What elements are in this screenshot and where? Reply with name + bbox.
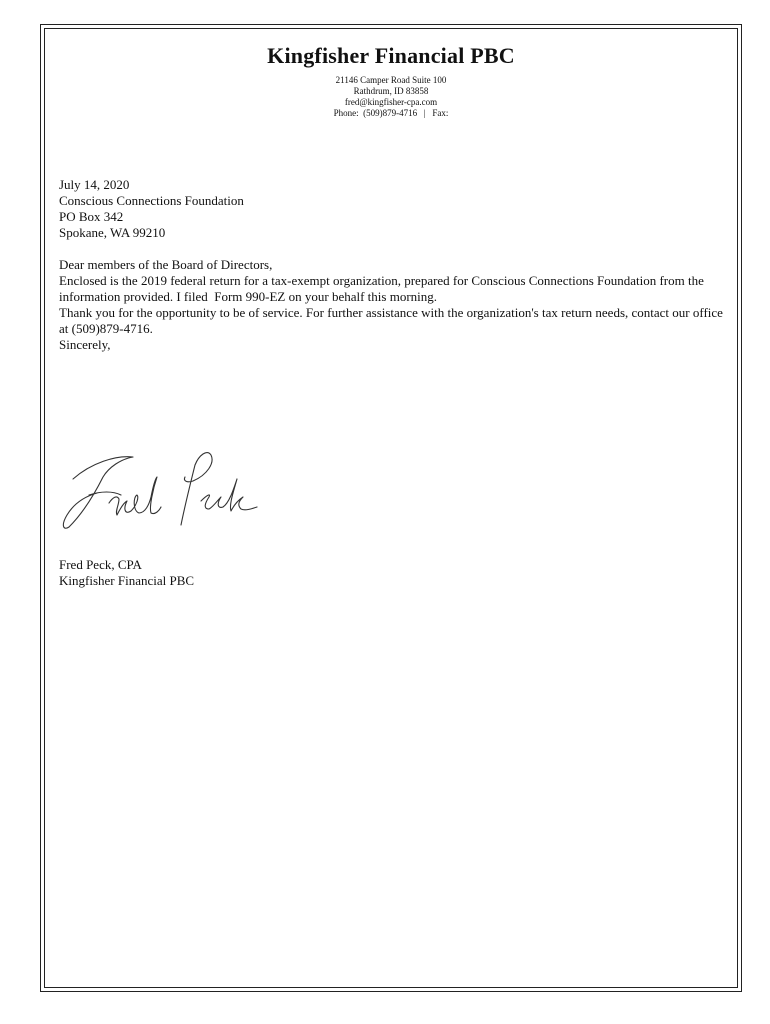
letterhead bbox=[45, 43, 737, 119]
recipient-address1: PO Box 342 bbox=[59, 209, 124, 224]
recipient-address bbox=[59, 193, 729, 241]
signer-company: Kingfisher Financial PBC bbox=[59, 573, 195, 588]
paragraph-2: Thank you for the opportunity to be of service. For further assistance with the organization's tax return needs, contact our office at (509)879-4716. bbox=[59, 305, 723, 336]
recipient-address2: Spokane, WA 99210 bbox=[59, 225, 166, 240]
letterhead-address-line1: 21146 Camper Road Suite 100 bbox=[335, 75, 447, 85]
company-title: Kingfisher Financial PBC bbox=[267, 43, 515, 68]
salutation: Dear members of the Board of Directors, bbox=[59, 257, 273, 272]
letter-body bbox=[59, 177, 729, 353]
paragraph-1: Enclosed is the 2019 federal return for a tax-exempt organization, prepared for Conscious Connections Foundation from the information provided. I filed Form 990-EZ on your behalf this morning. bbox=[59, 273, 708, 304]
letterhead-email: fred@kingfisher-cpa.com bbox=[344, 97, 438, 107]
signer-name: Fred Peck, CPA bbox=[59, 557, 142, 572]
recipient-name: Conscious Connections Foundation bbox=[59, 193, 244, 208]
closing: Sincerely, bbox=[59, 337, 111, 352]
signature-block bbox=[59, 557, 194, 589]
letterhead-address-line2: Rathdrum, ID 83858 bbox=[353, 86, 429, 96]
signature-image bbox=[61, 441, 261, 533]
document-border bbox=[40, 24, 742, 992]
letter-date: July 14, 2020 bbox=[59, 177, 130, 192]
document-inner-border bbox=[44, 28, 738, 988]
letterhead-phone: Phone: (509)879-4716 | Fax: bbox=[333, 108, 449, 118]
